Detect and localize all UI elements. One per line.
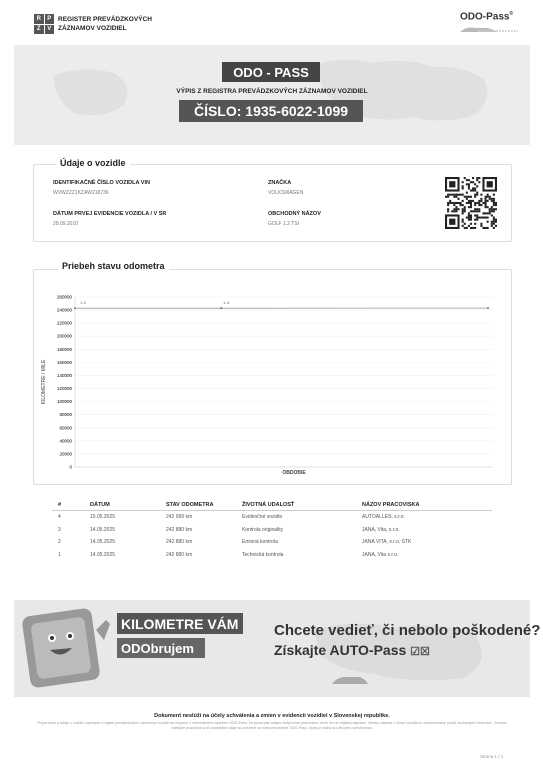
y-tick-label: 260000 xyxy=(56,294,72,300)
brand-value: VOLKSWAGEN xyxy=(268,190,304,196)
qr-code-icon xyxy=(445,177,497,229)
col-header-event: ŽIVOTNÁ UDALOSŤ xyxy=(242,502,295,508)
table-cell: 2 xyxy=(58,539,61,545)
y-tick-label: 40000 xyxy=(59,438,72,444)
point-label: 1-3 xyxy=(80,300,86,306)
y-axis-label: KILOMETRE / MILE xyxy=(41,359,47,405)
world-map-icon xyxy=(14,45,530,145)
y-tick-label: 120000 xyxy=(56,386,72,392)
footer-disclaimer: Prepis textu a údaje o vozidle zapísané v registri prevádzkových záznamov vozidiel sú čerpané z informačného systému ODO-Pass. Za správnosť údajov zodpovedá pracovisko, ktoré ich do registra zapísalo. Všetky udalosti v živote vozidla sú zaznamenané podľa dostupných informácií. Zoznam všetkých pracovísk a ich kontaktné údaje sú uvedené na webovej stránke ODO-Pass. Výpis je platný ku dňu jeho vyhotovenia. xyxy=(37,721,507,730)
table-cell: Evidenčné vozidlo xyxy=(242,514,283,520)
table-cell: 4 xyxy=(58,514,61,520)
table-cell: AUTOALLES, s.r.o. xyxy=(362,514,405,520)
page-number: Strana 1 / 1 xyxy=(480,754,504,759)
registry-logo-letter: R xyxy=(34,14,44,24)
model-label: OBCHODNÝ NÁZOV xyxy=(268,211,321,217)
y-tick-label: 0 xyxy=(69,464,72,470)
registry-title-line2: ZÁZNAMOV VOZIDIEL xyxy=(58,25,127,32)
brand-label: ZNAČKA xyxy=(268,180,292,186)
table-cell: 3 xyxy=(58,526,61,533)
data-point xyxy=(487,307,489,309)
vehicle-section-title: Údaje o vozidle xyxy=(56,158,130,168)
registry-logo-letter: V xyxy=(45,25,55,35)
registry-title-line1: REGISTER PREVÁDZKOVÝCH xyxy=(58,16,152,23)
checkbox-icon: ☑☒ xyxy=(410,646,430,658)
banner-subtitle: VÝPIS Z REGISTRA PREVÁDZKOVÝCH ZÁZNAMOV VOZIDIEL xyxy=(176,88,368,95)
car-logo-icon xyxy=(458,24,520,34)
table-cell: 1 xyxy=(58,551,61,558)
advertisement-banner xyxy=(14,600,530,697)
banner-title: ODO - PASS xyxy=(222,62,320,82)
y-tick-label: 100000 xyxy=(56,399,72,405)
data-point xyxy=(74,307,76,309)
col-header-workplace: NÁZOV PRACOVISKA xyxy=(362,502,420,508)
mascot-and-map-icon xyxy=(14,600,530,697)
col-header-date: DÁTUM xyxy=(90,502,110,508)
x-axis-label: OBDOBIE xyxy=(282,470,306,476)
registry-logo xyxy=(34,14,54,34)
footer-notice: Dokument neslúži na účely schválenia a zmien v evidencii vozidiel v Slovenskej republike. xyxy=(154,713,390,719)
ad-question: Chcete vedieť, či nebolo poškodené? xyxy=(274,622,541,639)
table-header-divider xyxy=(52,510,492,511)
table-cell: 242 999 km xyxy=(166,514,193,520)
registry-title xyxy=(58,15,168,33)
ad-cta xyxy=(274,642,430,658)
table-cell: 14.05.2025 xyxy=(90,551,116,558)
y-tick-label: 140000 xyxy=(56,372,72,378)
ad-cta-text: Získajte AUTO-Pass xyxy=(274,642,407,658)
title-banner xyxy=(14,45,530,145)
table-cell: 242 880 km xyxy=(166,551,193,558)
table-cell: Technická kontrola xyxy=(242,551,284,558)
table-cell: Emisná kontrola xyxy=(242,539,278,545)
table-cell: 242 880 km xyxy=(166,526,193,533)
point-label: 1-3 xyxy=(223,300,230,306)
table-cell: Kontrola originality xyxy=(242,526,284,533)
ad-brand: ODObrujem xyxy=(117,638,205,658)
table-cell: JANA, Vita s.r.o. xyxy=(362,551,399,558)
odo-pass-logo-text: ODO-Pass xyxy=(460,11,510,23)
odometer-chart xyxy=(33,285,510,480)
vehicle-info-box xyxy=(33,164,512,242)
y-tick-label: 20000 xyxy=(59,451,72,457)
col-header-odometer: STAV ODOMETRA xyxy=(166,502,214,508)
registered-mark: ® xyxy=(509,11,514,17)
table-cell: 14.05.2025 xyxy=(90,539,116,545)
odo-pass-logo xyxy=(460,11,513,22)
y-tick-label: 160000 xyxy=(56,359,72,365)
y-tick-label: 180000 xyxy=(56,346,72,352)
table-cell: 15.05.2025 xyxy=(90,514,116,520)
document-number: ČÍSLO: 1935-6022-1099 xyxy=(179,100,363,122)
table-cell: JANA VITA, s.r.o. STK xyxy=(362,539,412,545)
table-cell: 242 880 km xyxy=(166,539,193,545)
chart-section-title: Priebeh stavu odometra xyxy=(58,261,169,271)
y-tick-label: 60000 xyxy=(59,425,72,431)
y-tick-label: 220000 xyxy=(56,320,72,326)
vin-label: IDENTIFIKAČNÉ ČÍSLO VOZIDLA VIN xyxy=(53,180,150,186)
y-tick-label: 240000 xyxy=(56,307,72,313)
ad-headline: KILOMETRE VÁM xyxy=(117,613,243,634)
y-tick-label: 80000 xyxy=(59,412,72,418)
y-tick-label: 200000 xyxy=(56,333,72,339)
table-cell: JANA, Vita, s.r.o. xyxy=(362,526,400,533)
registry-logo-letter: Z xyxy=(34,25,44,35)
first-registration-label: DÁTUM PRVEJ EVIDENCIE VOZIDLA / V SR xyxy=(53,211,167,217)
table-cell: 14.05.2025 xyxy=(90,526,116,533)
model-value: GOLF 1.2 TSI xyxy=(268,221,300,227)
data-point xyxy=(220,307,222,309)
col-header-index: # xyxy=(58,502,62,508)
first-registration-value: 29.09.2010 xyxy=(53,221,79,227)
vin-value: WVWZZZ1KZAW218736 xyxy=(53,190,109,196)
registry-logo-letter: P xyxy=(45,14,55,24)
